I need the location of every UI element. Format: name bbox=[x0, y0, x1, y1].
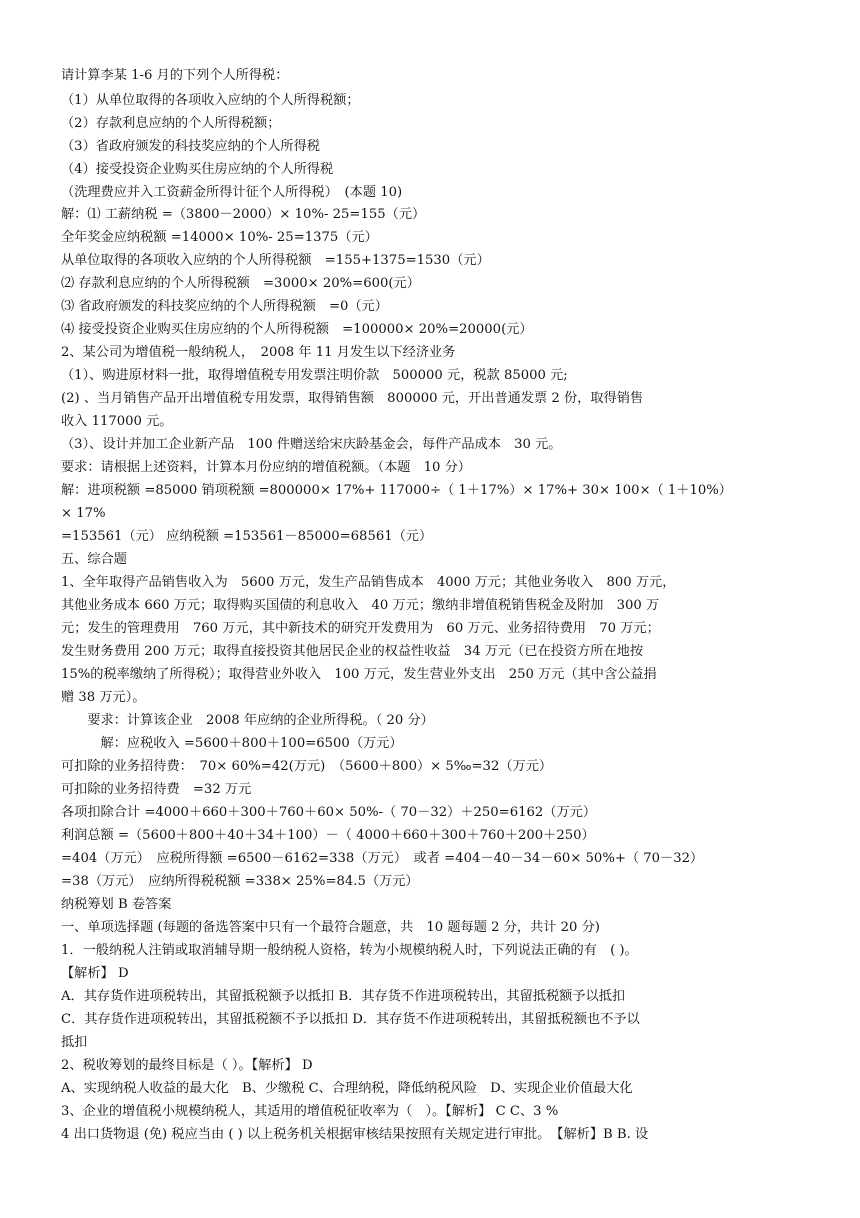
text-line: 一、单项选择题 (每题的备选答案中只有一个最符合题意，共 10 题每题 2 分，共计 20 分) bbox=[61, 920, 600, 935]
text-line: 利润总额 =（5600＋800＋40＋34＋100）－（ 4000＋660＋300＋760＋200＋250） bbox=[61, 828, 595, 843]
text-line: （3）、设计并加工企业新产品 100 件赠送给宋庆龄基金会，每件产品成本 30 元。 bbox=[61, 437, 562, 452]
text-line: 发生财务费用 200 万元；取得直接投资其他居民企业的权益性收益 34 万元（已在投资方所在地按 bbox=[61, 644, 644, 659]
text-line: 4 出口货物退 (免) 税应当由 ( ) 以上税务机关根据审核结果按照有关规定进行审批。 【解析】B B. 设 bbox=[61, 1127, 649, 1142]
text-line: C．其存货作进项税转出，其留抵税额不予以抵扣 D．其存货不作进项税转出，其留抵税额也不予以 bbox=[61, 1012, 640, 1027]
text-line: （2）存款利息应纳的个人所得税额； bbox=[61, 116, 281, 131]
text-line: ⑶ 省政府颁发的科技奖应纳的个人所得税额 =0（元） bbox=[61, 299, 388, 314]
text-line: 收入 117000 元。 bbox=[61, 414, 173, 429]
text-line: 从单位取得的各项收入应纳的个人所得税额 =155+1375=1530（元） bbox=[61, 253, 490, 268]
text-line: 解：进项税额 =85000 销项税额 =800000× 17%+ 117000÷（ 1＋17%）× 17%+ 30× 100×（ 1＋10%） bbox=[61, 483, 732, 498]
text-line: =38（万元） 应纳所得税税额 =338× 25%=84.5（万元） bbox=[61, 874, 419, 889]
text-line: 元；发生的管理费用 760 万元，其中新技术的研究开发费用为 60 万元、业务招待费用 70 万元； bbox=[61, 621, 660, 636]
text-line: 15%的税率缴纳了所得税）；取得营业外收入 100 万元，发生营业外支出 250 万元（其中含公益捐 bbox=[61, 667, 657, 682]
text-line: 1．一般纳税人注销或取消辅导期一般纳税人资格，转为小规模纳税人时，下列说法正确的有 ( )。 bbox=[61, 943, 638, 958]
text-line: （洗理费应并入工资薪金所得计征个人所得税） (本题 10) bbox=[61, 185, 403, 200]
text-line: （1）、购进原材料一批，取得增值税专用发票注明价款 500000 元，税款 85000 元; bbox=[61, 368, 568, 383]
text-line: =153561（元） 应纳税额 =153561－85000=68561（元） bbox=[61, 529, 433, 544]
text-line: =404（万元） 应税所得额 =6500－6162=338（万元） 或者 =404－40－34－60× 50%+（ 70－32） bbox=[61, 851, 704, 866]
text-line: 2、税收筹划的最终目标是（ ）。【解析】 D bbox=[61, 1058, 313, 1073]
text-line: 要求：计算该企业 2008 年应纳的企业所得税。（ 20 分） bbox=[61, 713, 434, 728]
text-line: A、实现纳税人收益的最大化 B、少缴税 C、合理纳税，降低纳税风险 D、实现企业价值最大化 bbox=[61, 1081, 633, 1096]
text-line: 其他业务成本 660 万元；取得购买国债的利息收入 40 万元；缴纳非增值税销售税金及附加 300 万 bbox=[61, 598, 660, 613]
text-line: （4）接受投资企业购买住房应纳的个人所得税 bbox=[61, 162, 334, 177]
text-line: (2) 、当月销售产品开出增值税专用发票，取得销售额 800000 元，开出普通发票 2 份，取得销售 bbox=[61, 391, 644, 406]
text-line: 五、综合题 bbox=[61, 552, 127, 567]
text-line: 可扣除的业务招待费 =32 万元 bbox=[61, 782, 252, 797]
text-line: 要求：请根据上述资料，计算本月份应纳的增值税额。（本题 10 分） bbox=[61, 460, 471, 475]
text-line: 解：应税收入 =5600＋800＋100=6500（万元） bbox=[61, 736, 403, 751]
text-line: 解：⑴ 工薪纳税 =（3800－2000）× 10%- 25=155（元） bbox=[61, 207, 426, 222]
text-line: 请计算李某 1-6 月的下列个人所得税： bbox=[61, 68, 289, 83]
text-line: ⑵ 存款利息应纳的个人所得税额 =3000× 20%=600(元） bbox=[61, 276, 420, 291]
text-line: 抵扣 bbox=[61, 1035, 88, 1050]
text-line: 可扣除的业务招待费： 70× 60%=42(万元) （5600＋800）× 5‰=32（万元） bbox=[61, 759, 553, 774]
text-line: 全年奖金应纳税额 =14000× 10%- 25=1375（元） bbox=[61, 230, 378, 245]
text-line: × 17% bbox=[61, 506, 106, 521]
text-line: A．其存货作进项税转出，其留抵税额予以抵扣 B．其存货不作进项税转出，其留抵税额予以抵扣 bbox=[61, 989, 626, 1004]
text-line: ⑷ 接受投资企业购买住房应纳的个人所得税额 =100000× 20%=20000(元） bbox=[61, 322, 533, 337]
text-line: 3、企业的增值税小规模纳税人，其适用的增值税征收率为（ ）。【解析】 C C、3 % bbox=[61, 1104, 559, 1119]
text-line: 2、某公司为增值税一般纳税人， 2008 年 11 月发生以下经济业务 bbox=[61, 345, 456, 360]
text-line: 赠 38 万元）。 bbox=[61, 690, 146, 705]
text-line: 纳税筹划 B 卷答案 bbox=[61, 897, 172, 912]
text-line: 【解析】 D bbox=[61, 966, 129, 981]
text-line: （1）从单位取得的各项收入应纳的个人所得税额； bbox=[61, 93, 360, 108]
text-line: 1、全年取得产品销售收入为 5600 万元，发生产品销售成本 4000 万元；其他业务收入 800 万元， bbox=[61, 575, 676, 590]
text-line: 各项扣除合计 =4000＋660＋300＋760＋60× 50%-（ 70－32）＋250=6162（万元） bbox=[61, 805, 597, 820]
text-line: （3）省政府颁发的科技奖应纳的个人所得税 bbox=[61, 139, 320, 154]
